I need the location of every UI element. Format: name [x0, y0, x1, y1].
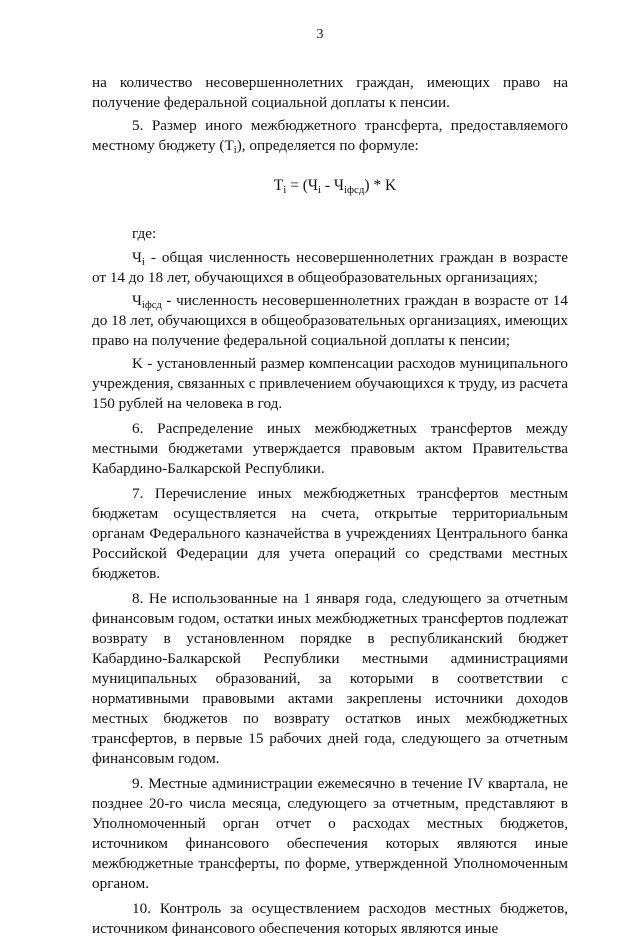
paragraph-7: 7. Перечисление иных межбюджетных трансфертов местным бюджетам осуществляется на счета, открытые территориальным органам Федерального казначейства в учреждениях Центрального банка Российской Федерации для учета операций со средствами местных бюджетов.: [92, 485, 568, 582]
paragraph-10: 10. Контроль за осуществлением расходов местных бюджетов, источником финансового обеспечения которых являются иные: [92, 900, 568, 937]
paragraph-8: 8. Не использованные на 1 января года, следующего за отчетным финансовым годом, остатки иных межбюджетных трансфертов подлежат возврату в установленном порядке в республиканский бюджет Кабардино-Балкарской Республики местными администрациями муниципальных образований, за которыми в соответствии с нормативными правовыми актами закреплены источники доходов местных бюджетов по возврату остатков иных межбюджетных трансфертов, в первые 15 рабочих дней года, следующего за отчетным финансовым годом.: [92, 590, 568, 767]
formula-mid1-sub: i: [317, 184, 321, 196]
formula-lhs: T: [273, 177, 284, 194]
formula-rhs: ) * K: [364, 177, 397, 194]
definition-ch-sub: i: [141, 257, 145, 268]
page-number: 3: [316, 27, 324, 42]
paragraph-5-end: ), определяется по формуле:: [236, 137, 419, 154]
formula-mid2: - Ч: [321, 177, 344, 194]
paragraph-5: [92, 116, 568, 156]
definition-ch-text: - общая численность несовершеннолетних граждан в возрасте от 14 до 18 лет, обучающихся в общеобразовательных организациях;: [92, 249, 568, 286]
paragraph-5-subscript: i: [233, 145, 237, 156]
definition-ch: [92, 248, 568, 288]
definition-k: K - установленный размер компенсации расходов муниципального учреждения, связанных с привлечением обучающихся к труду, из расчета 150 рублей на человека в год.: [92, 355, 568, 412]
definition-chf-text: - численность несовершеннолетних граждан в возрасте от 14 до 18 лет, обучающихся в общеобразовательных организациях, имеющих право на получение федеральной социальной доплаты к пенсии;: [92, 292, 568, 349]
definition-ch-symbol: Ч: [132, 249, 142, 266]
formula-lhs-sub: i: [283, 184, 287, 196]
formula-mid1: = (Ч: [286, 177, 318, 194]
document-body: [92, 73, 568, 939]
definition-chf-sub: iфсд: [141, 300, 162, 311]
definition-chf-symbol: Ч: [132, 292, 142, 309]
formula: [102, 176, 568, 196]
where-label: где:: [132, 225, 157, 242]
paragraph-9: 9. Местные администрации ежемесячно в течение IV квартала, не позднее 20-го числа месяца, следующего за отчетным, представляют в Уполномоченный орган отчет о расходах местных бюджетов, источником финансового обеспечения которых являются иные межбюджетные трансферты, по форме, утвержденной Уполномоченным органом.: [92, 775, 568, 892]
formula-mid2-sub: iфсд: [344, 184, 365, 196]
paragraph-6: 6. Распределение иных межбюджетных трансфертов между местными бюджетами утверждается правовым актом Правительства Кабардино-Балкарской Республики.: [92, 420, 568, 477]
definition-chf: [92, 291, 568, 351]
paragraph-intro: на количество несовершеннолетних граждан, имеющих право на получение федеральной социальной доплаты к пенсии.: [92, 74, 568, 111]
paragraph-5-text: 5. Размер иного межбюджетного трансферта, предоставляемого местному бюджету (T: [92, 117, 568, 154]
